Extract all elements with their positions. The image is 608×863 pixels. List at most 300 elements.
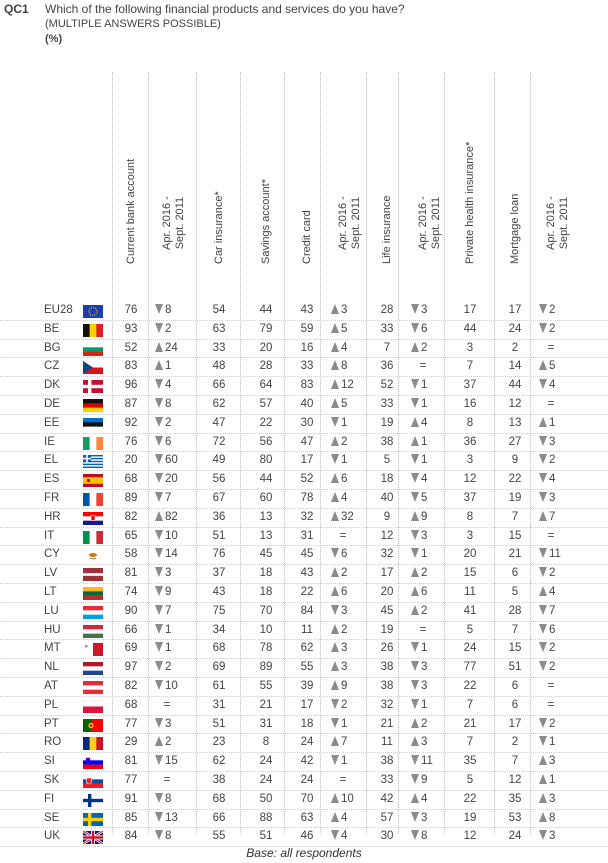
change-cell xyxy=(331,417,347,429)
change-value: 2 xyxy=(165,736,172,749)
value-cell: 63 xyxy=(300,811,314,824)
value-cell: 62 xyxy=(212,755,226,768)
column-header-cba_chg xyxy=(150,62,198,290)
decrease-triangle-icon xyxy=(331,417,339,427)
value-cell: 91 xyxy=(124,792,138,805)
change-cell xyxy=(331,736,347,748)
change-cell xyxy=(539,661,555,673)
change-cell xyxy=(155,417,171,429)
change-cell xyxy=(539,304,555,316)
value-cell: 83 xyxy=(300,379,314,392)
change-cell xyxy=(411,586,427,598)
increase-triangle-icon xyxy=(331,360,339,370)
decrease-triangle-icon xyxy=(539,454,547,464)
decrease-triangle-icon xyxy=(331,830,339,840)
change-value: 1 xyxy=(341,454,348,467)
increase-triangle-icon xyxy=(331,586,339,596)
change-cell xyxy=(539,360,555,372)
country-code: SK xyxy=(44,773,60,786)
change-value: 1 xyxy=(421,642,428,655)
value-cell: 66 xyxy=(212,811,226,824)
change-cell xyxy=(539,718,555,730)
value-cell: 12 xyxy=(380,529,394,542)
increase-triangle-icon xyxy=(331,642,339,652)
value-cell: 8 xyxy=(262,736,270,749)
value-cell: 33 xyxy=(380,397,394,410)
value-cell: 69 xyxy=(124,642,138,655)
value-cell: 69 xyxy=(212,661,226,674)
value-cell: 36 xyxy=(463,435,477,448)
no-change-value: = xyxy=(163,773,171,786)
no-change-value: = xyxy=(339,529,347,542)
decrease-triangle-icon xyxy=(539,379,547,389)
increase-triangle-icon xyxy=(155,736,163,746)
change-cell xyxy=(155,304,171,316)
value-cell: 18 xyxy=(380,473,394,486)
change-value: 2 xyxy=(549,661,556,674)
value-cell: 18 xyxy=(259,585,273,598)
value-cell: 60 xyxy=(259,491,273,504)
change-value: 9 xyxy=(165,585,172,598)
increase-triangle-icon xyxy=(411,417,419,427)
increase-triangle-icon xyxy=(331,511,339,521)
country-flag-pl xyxy=(83,700,103,713)
change-cell xyxy=(539,436,555,448)
value-cell: 38 xyxy=(380,679,394,692)
change-cell xyxy=(539,567,555,579)
change-value: 8 xyxy=(421,830,428,843)
change-cell xyxy=(155,793,171,805)
value-cell: 17 xyxy=(300,454,314,467)
table-row xyxy=(0,716,608,735)
change-value: 9 xyxy=(421,773,428,786)
value-cell: 2 xyxy=(511,736,519,749)
value-cell: 24 xyxy=(259,755,273,768)
value-cell: 68 xyxy=(212,792,226,805)
value-cell: 5 xyxy=(466,623,474,636)
country-flag-eu28 xyxy=(83,305,103,318)
change-cell xyxy=(411,605,427,617)
value-cell: 89 xyxy=(124,491,138,504)
change-value: 1 xyxy=(421,379,428,392)
decrease-triangle-icon xyxy=(155,661,163,671)
change-cell xyxy=(411,360,431,372)
value-cell: 57 xyxy=(259,397,273,410)
value-cell: 70 xyxy=(259,604,273,617)
country-code: HU xyxy=(44,623,61,636)
decrease-triangle-icon xyxy=(411,492,419,502)
value-cell: 75 xyxy=(212,604,226,617)
decrease-triangle-icon xyxy=(155,642,163,652)
change-cell xyxy=(155,323,171,335)
increase-triangle-icon xyxy=(539,360,547,370)
value-cell: 51 xyxy=(212,717,226,730)
decrease-triangle-icon xyxy=(331,699,339,709)
value-cell: 24 xyxy=(300,773,314,786)
value-cell: 63 xyxy=(212,322,226,335)
value-cell: 45 xyxy=(300,548,314,561)
change-cell xyxy=(411,699,427,711)
value-cell: 17 xyxy=(380,567,394,580)
increase-triangle-icon xyxy=(331,812,339,822)
change-cell xyxy=(411,492,427,504)
decrease-triangle-icon xyxy=(155,492,163,502)
value-cell: 83 xyxy=(124,360,138,373)
value-cell: 14 xyxy=(508,360,522,373)
decrease-triangle-icon xyxy=(331,605,339,615)
value-cell: 16 xyxy=(300,341,314,354)
change-cell xyxy=(539,793,555,805)
table-row xyxy=(0,603,608,622)
change-cell xyxy=(411,830,427,842)
value-cell: 31 xyxy=(212,698,226,711)
change-value: 1 xyxy=(421,548,428,561)
change-value: 3 xyxy=(549,830,556,843)
table-row xyxy=(0,753,608,772)
value-cell: 55 xyxy=(212,830,226,843)
value-cell: 92 xyxy=(124,416,138,429)
value-cell: 7 xyxy=(466,736,474,749)
decrease-triangle-icon xyxy=(539,548,547,558)
value-cell: 20 xyxy=(380,585,394,598)
value-cell: 44 xyxy=(463,322,477,335)
value-cell: 93 xyxy=(124,322,138,335)
value-cell: 11 xyxy=(301,623,313,636)
change-value: 9 xyxy=(421,510,428,523)
value-cell: 7 xyxy=(466,360,474,373)
decrease-triangle-icon xyxy=(411,548,419,558)
country-flag-cy xyxy=(83,549,103,562)
change-cell xyxy=(155,436,171,448)
value-cell: 58 xyxy=(124,548,138,561)
table-row xyxy=(0,358,608,377)
decrease-triangle-icon xyxy=(155,624,163,634)
value-cell: 24 xyxy=(463,642,477,655)
value-cell: 90 xyxy=(124,604,138,617)
value-cell: 64 xyxy=(259,379,273,392)
change-cell xyxy=(331,492,347,504)
value-cell: 84 xyxy=(300,604,314,617)
decrease-triangle-icon xyxy=(155,830,163,840)
decrease-triangle-icon xyxy=(539,323,547,333)
increase-triangle-icon xyxy=(331,624,339,634)
value-cell: 47 xyxy=(212,416,226,429)
increase-triangle-icon xyxy=(331,793,339,803)
value-cell: 23 xyxy=(212,736,226,749)
change-value: 2 xyxy=(341,435,348,448)
change-value: 2 xyxy=(549,454,556,467)
change-cell xyxy=(155,567,171,579)
country-flag-sk xyxy=(83,775,103,788)
change-cell xyxy=(411,812,427,824)
column-header-label-cc: Credit card xyxy=(301,210,313,264)
change-cell xyxy=(411,567,427,579)
country-flag-uk xyxy=(83,831,103,844)
table-row xyxy=(0,697,608,716)
decrease-triangle-icon xyxy=(539,436,547,446)
change-value: 1 xyxy=(341,717,348,730)
change-cell xyxy=(411,680,427,692)
change-cell xyxy=(155,830,171,842)
decrease-triangle-icon xyxy=(411,642,419,652)
increase-triangle-icon xyxy=(539,812,547,822)
value-cell: 78 xyxy=(259,642,273,655)
table-row xyxy=(0,471,608,490)
value-cell: 82 xyxy=(124,510,138,523)
table-row xyxy=(0,321,608,340)
increase-triangle-icon xyxy=(331,304,339,314)
country-code: IE xyxy=(44,435,55,448)
value-cell: 45 xyxy=(380,604,394,617)
change-cell xyxy=(331,398,347,410)
change-value: 3 xyxy=(549,755,556,768)
value-cell: 43 xyxy=(300,567,314,580)
change-cell xyxy=(331,680,347,692)
value-cell: 65 xyxy=(124,529,138,542)
change-cell xyxy=(411,530,427,542)
value-cell: 13 xyxy=(259,529,273,542)
change-value: 4 xyxy=(549,585,556,598)
value-cell: 19 xyxy=(380,623,394,636)
change-value: 8 xyxy=(165,397,172,410)
increase-triangle-icon xyxy=(539,511,547,521)
table-row xyxy=(0,678,608,697)
value-cell: 12 xyxy=(463,830,477,843)
column-header-cc xyxy=(290,62,324,290)
change-cell xyxy=(155,624,171,636)
change-value: 10 xyxy=(165,679,178,692)
table-row xyxy=(0,302,608,321)
value-cell: 81 xyxy=(124,567,138,580)
change-value: 6 xyxy=(421,585,428,598)
value-cell: 33 xyxy=(380,322,394,335)
value-cell: 9 xyxy=(511,454,519,467)
decrease-triangle-icon xyxy=(155,812,163,822)
value-cell: 43 xyxy=(300,304,314,316)
change-value: 3 xyxy=(165,717,172,730)
change-value: 10 xyxy=(165,529,178,542)
country-code: CZ xyxy=(44,360,60,373)
country-flag-ro xyxy=(83,737,103,750)
country-flag-de xyxy=(83,399,103,412)
value-cell: 5 xyxy=(466,773,474,786)
change-cell xyxy=(331,567,347,579)
decrease-triangle-icon xyxy=(155,454,163,464)
change-value: 1 xyxy=(549,736,556,749)
decrease-triangle-icon xyxy=(411,755,419,765)
change-value: 12 xyxy=(341,379,354,392)
change-value: 3 xyxy=(549,792,556,805)
decrease-triangle-icon xyxy=(539,661,547,671)
value-cell: 19 xyxy=(508,491,522,504)
country-code: BE xyxy=(44,322,60,335)
country-code: EE xyxy=(44,416,60,429)
value-cell: 43 xyxy=(212,585,226,598)
table-row xyxy=(0,772,608,791)
change-value: 2 xyxy=(421,341,428,354)
change-value: 1 xyxy=(165,623,172,636)
change-value: 20 xyxy=(165,473,178,486)
change-value: 32 xyxy=(341,510,354,523)
change-value: 3 xyxy=(421,661,428,674)
value-cell: 22 xyxy=(463,679,477,692)
decrease-triangle-icon xyxy=(411,680,419,690)
value-cell: 45 xyxy=(259,548,273,561)
change-value: 5 xyxy=(341,322,348,335)
increase-triangle-icon xyxy=(331,323,339,333)
change-cell xyxy=(331,454,347,466)
change-cell xyxy=(331,605,347,617)
no-change-value: = xyxy=(547,698,555,711)
value-cell: 32 xyxy=(380,548,394,561)
change-value: 6 xyxy=(341,548,348,561)
decrease-triangle-icon xyxy=(155,718,163,728)
change-value: 4 xyxy=(165,379,172,392)
value-cell: 44 xyxy=(259,304,273,316)
country-flag-mt xyxy=(83,643,103,656)
value-cell: 24 xyxy=(508,322,522,335)
table-row xyxy=(0,452,608,471)
change-cell xyxy=(411,398,427,410)
change-value: 4 xyxy=(421,473,428,486)
change-value: 8 xyxy=(341,360,348,373)
country-code: DK xyxy=(44,379,60,392)
value-cell: 76 xyxy=(212,548,226,561)
change-cell xyxy=(331,473,347,485)
value-cell: 44 xyxy=(259,473,273,486)
value-cell: 17 xyxy=(508,717,522,730)
country-flag-nl xyxy=(83,662,103,675)
decrease-triangle-icon xyxy=(539,304,547,314)
value-cell: 68 xyxy=(124,473,138,486)
value-cell: 12 xyxy=(508,397,522,410)
column-header-line2: Sept. 2011 xyxy=(430,196,442,250)
change-cell xyxy=(539,699,559,711)
value-cell: 20 xyxy=(463,548,477,561)
country-flag-cz xyxy=(83,361,103,374)
base-note: Base: all respondents xyxy=(246,846,362,860)
increase-triangle-icon xyxy=(155,511,163,521)
value-cell: 37 xyxy=(463,379,477,392)
value-cell: 11 xyxy=(381,736,393,749)
value-cell: 46 xyxy=(300,830,314,843)
change-value: 4 xyxy=(421,416,428,429)
change-cell xyxy=(411,736,427,748)
value-cell: 21 xyxy=(259,698,273,711)
change-value: 2 xyxy=(165,661,172,674)
increase-triangle-icon xyxy=(331,436,339,446)
increase-triangle-icon xyxy=(331,398,339,408)
country-flag-lt xyxy=(83,587,103,600)
country-code: PT xyxy=(44,717,59,730)
change-value: 6 xyxy=(341,585,348,598)
increase-triangle-icon xyxy=(331,736,339,746)
value-cell: 33 xyxy=(212,341,226,354)
decrease-triangle-icon xyxy=(411,398,419,408)
change-value: 5 xyxy=(421,491,428,504)
change-cell xyxy=(331,661,347,673)
value-cell: 7 xyxy=(511,510,519,523)
country-code: DE xyxy=(44,397,60,410)
table-row xyxy=(0,415,608,434)
change-value: 3 xyxy=(341,604,348,617)
value-cell: 76 xyxy=(124,304,138,316)
change-value: 1 xyxy=(549,416,556,429)
value-cell: 72 xyxy=(212,435,226,448)
decrease-triangle-icon xyxy=(539,624,547,634)
value-cell: 8 xyxy=(466,416,474,429)
table-row xyxy=(0,377,608,396)
change-cell xyxy=(539,830,555,842)
country-flag-it xyxy=(83,531,103,544)
no-change-value: = xyxy=(547,397,555,410)
change-cell xyxy=(411,379,427,391)
value-cell: 37 xyxy=(212,567,226,580)
change-cell xyxy=(411,624,431,636)
country-code: LU xyxy=(44,604,59,617)
change-cell xyxy=(331,699,347,711)
decrease-triangle-icon xyxy=(155,548,163,558)
value-cell: 41 xyxy=(463,604,477,617)
change-cell xyxy=(539,323,555,335)
change-cell xyxy=(539,454,555,466)
change-value: 8 xyxy=(165,304,172,316)
value-cell: 36 xyxy=(212,510,226,523)
table-row xyxy=(0,509,608,528)
decrease-triangle-icon xyxy=(539,830,547,840)
value-cell: 89 xyxy=(259,661,273,674)
increase-triangle-icon xyxy=(411,436,419,446)
change-cell xyxy=(539,530,559,542)
country-code: ES xyxy=(44,473,60,486)
value-cell: 38 xyxy=(380,755,394,768)
value-cell: 68 xyxy=(124,698,138,711)
value-cell: 55 xyxy=(300,661,314,674)
change-cell xyxy=(539,812,555,824)
value-cell: 38 xyxy=(380,661,394,674)
country-code: NL xyxy=(44,661,59,674)
country-code: CY xyxy=(44,548,60,561)
decrease-triangle-icon xyxy=(411,323,419,333)
change-value: 7 xyxy=(549,510,556,523)
change-value: 6 xyxy=(165,435,172,448)
column-header-line1: Apr. 2016 - xyxy=(337,196,349,250)
increase-triangle-icon xyxy=(331,492,339,502)
table-row xyxy=(0,528,608,547)
change-cell xyxy=(331,511,354,523)
value-cell: 59 xyxy=(300,322,314,335)
country-flag-bg xyxy=(83,343,103,356)
change-cell xyxy=(411,755,433,767)
country-flag-el xyxy=(83,455,103,468)
value-cell: 62 xyxy=(212,397,226,410)
decrease-triangle-icon xyxy=(331,718,339,728)
change-value: 2 xyxy=(165,416,172,429)
value-cell: 18 xyxy=(259,567,273,580)
value-cell: 85 xyxy=(124,811,138,824)
change-cell xyxy=(155,718,171,730)
value-cell: 66 xyxy=(212,379,226,392)
column-header-label-cba_chg xyxy=(161,196,187,250)
change-cell xyxy=(539,473,555,485)
change-cell xyxy=(539,511,555,523)
column-header-line1: Apr. 2016 - xyxy=(161,196,173,250)
value-cell: 74 xyxy=(124,585,138,598)
change-cell xyxy=(411,436,427,448)
value-cell: 87 xyxy=(124,397,138,410)
increase-triangle-icon xyxy=(331,567,339,577)
table-row xyxy=(0,584,608,603)
